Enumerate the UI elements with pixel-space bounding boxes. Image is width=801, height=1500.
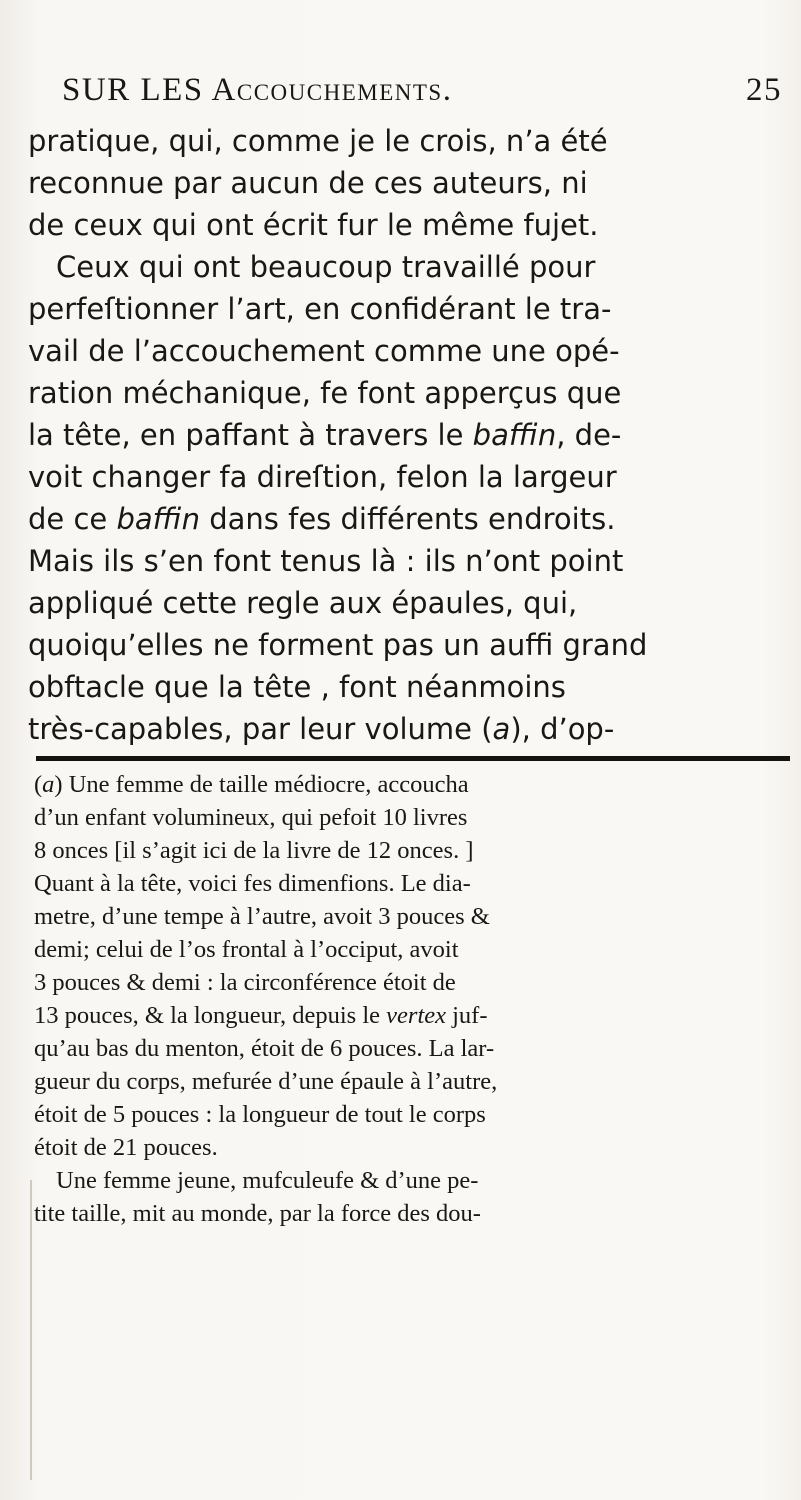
text-segment: étoit de 21 pouces. [34,1134,218,1161]
text-segment: , de- [556,418,622,452]
text-segment: metre, d’une tempe à l’autre, avoit 3 pouces & [34,903,490,930]
text-segment: ) Une femme de taille médiocre, accoucha [54,771,469,798]
text-segment: 3 pouces & demi : la circonférence étoit de [34,969,456,996]
text-segment: ( [34,771,43,798]
text-segment: de ce [28,502,117,536]
text-segment: Quant à la tête, voici fes dimenfions. Le dia- [34,870,471,897]
text-segment: la tête, en paffant à travers le [28,418,473,452]
body-line [28,582,788,624]
text-segment: 8 onces [il s’agit ici de la livre de 12 onces. ] [34,837,474,864]
text-segment: très-capables, par leur volume ( [28,712,493,746]
body-line [28,204,788,246]
body-line [28,330,788,372]
running-head-title: SUR LES Accouchements. [62,72,453,108]
body-line [28,624,788,666]
footnote-line [34,966,794,999]
text-segment: pratique, qui, comme je le crois, n’a été [28,124,608,158]
text-segment: Mais ils s’en font tenus là : ils n’ont point [28,544,624,578]
body-line [28,456,788,498]
footnote-line [34,933,794,966]
body-line [28,120,788,162]
text-segment: voit changer fa direſtion, felon la largeur [28,460,617,494]
page-edge-mark [30,1180,32,1480]
page-number: 25 [746,72,782,108]
italic-word: baffin [116,502,201,536]
text-segment: reconnue par aucun de ces auteurs, ni [28,166,588,200]
footnote-line [34,1197,794,1230]
body-line [28,246,788,288]
footnote-line [34,768,794,801]
footnote-line [34,900,794,933]
body-text [28,120,788,750]
footnote-line [34,1098,794,1131]
text-segment: ), d’op- [510,712,615,746]
text-segment: juf- [446,1002,488,1029]
body-line [28,288,788,330]
footnote-line [34,834,794,867]
text-segment: tite taille, mit au monde, par la force des dou- [34,1200,481,1227]
text-segment: quoiqu’elles ne forment pas un auffi grand [28,628,648,662]
text-segment: 13 pouces, & la longueur, depuis le [34,1002,387,1029]
text-segment: vail de l’accouchement comme une opé- [28,334,620,368]
italic-word: a [42,771,55,798]
body-line [28,540,788,582]
footnote-line [34,867,794,900]
body-line [28,414,788,456]
body-line [28,162,788,204]
text-segment: Ceux qui ont beaucoup travaillé pour [56,250,596,284]
text-segment: gueur du corps, mefurée d’une épaule à l’autre, [34,1068,498,1095]
footnote-line [34,801,794,834]
text-segment: ration méchanique, fe font apperçus que [28,376,622,410]
text-segment: appliqué cette regle aux épaules, qui, [28,586,578,620]
footnote-rule [36,756,790,761]
body-line [28,372,788,414]
text-segment: obftacle que la tête , font néanmoins [28,670,566,704]
text-segment: qu’au bas du menton, étoit de 6 pouces. La lar- [34,1035,495,1062]
italic-word: baffin [472,418,557,452]
footnote-line [34,999,794,1032]
footnote-line [34,1032,794,1065]
footnote [34,768,794,1230]
text-segment: d’un enfant volumineux, qui pefoit 10 livres [34,804,468,831]
body-line [28,498,788,540]
text-segment: perfeſtionner l’art, en confidérant le tra- [28,292,612,326]
body-line [28,666,788,708]
text-segment: demi; celui de l’os frontal à l’occiput, avoit [34,936,459,963]
body-line [28,708,788,750]
italic-word: vertex [386,1002,446,1029]
italic-word: a [492,712,511,746]
footnote-line [34,1131,794,1164]
text-segment: de ceux qui ont écrit fur le même fujet. [28,208,599,242]
footnote-line [34,1164,794,1197]
text-segment: dans fes différents endroits. [200,502,616,536]
text-segment: Une femme jeune, mufculeufe & d’une pe- [56,1167,479,1194]
running-head [62,72,782,116]
footnote-line [34,1065,794,1098]
text-segment: étoit de 5 pouces : la longueur de tout le corps [34,1101,486,1128]
